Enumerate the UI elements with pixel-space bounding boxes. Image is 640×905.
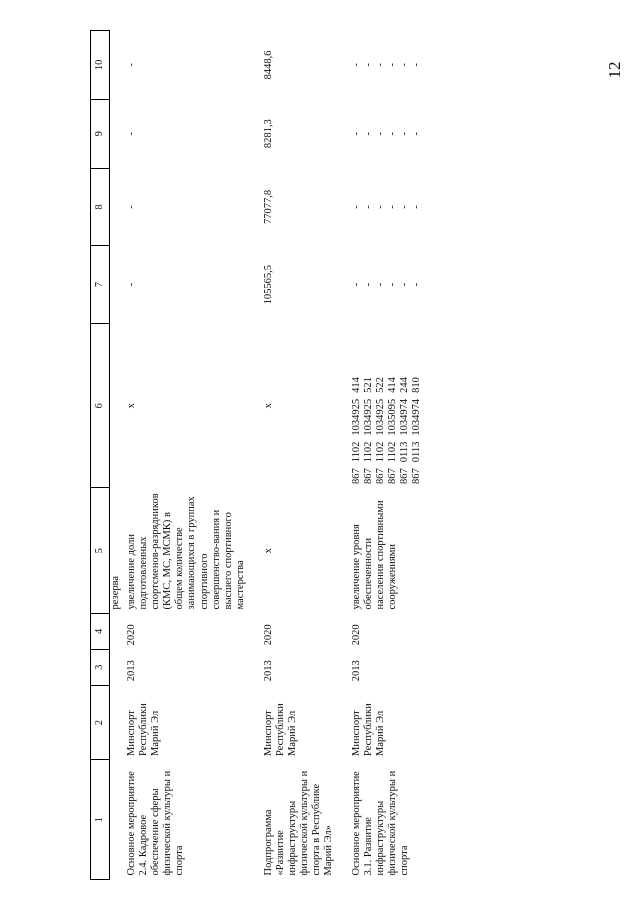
row-3-result: увеличение уровня обеспеченности населения спортивными сооружениями — [351, 500, 399, 610]
value: - — [375, 63, 387, 67]
row-2-col7: 105565,5 — [262, 264, 274, 305]
row-3-name: Основное мероприятие 3.1. Развитие инфраструктуры физической культуры и спорта — [351, 770, 411, 876]
codes-rzpr — [351, 442, 423, 463]
row-2-start: 2013 — [262, 660, 274, 682]
row-2-result: x — [262, 548, 274, 554]
header-col-2: 2 — [91, 685, 110, 760]
value: - — [411, 63, 423, 67]
row-1-col8: - — [126, 205, 138, 209]
value: - — [399, 282, 411, 287]
code: 1034925 — [375, 398, 387, 436]
header-col-8: 8 — [91, 168, 110, 246]
value: - — [375, 282, 387, 287]
page-number: 12 — [605, 61, 624, 79]
row-2-executor: Минспорт Республики Марий Эл — [262, 703, 298, 756]
header-col-6: 6 — [91, 324, 110, 488]
row-3-col8 — [349, 168, 425, 246]
row-1-col7: - — [126, 282, 138, 287]
codes-vr — [351, 377, 423, 393]
value: - — [351, 282, 363, 287]
row-1-codes: x — [126, 403, 138, 409]
value: - — [351, 63, 363, 67]
value: - — [387, 205, 399, 209]
code: 810 — [411, 377, 423, 393]
code: 244 — [399, 377, 411, 393]
code: 1034925 — [351, 398, 363, 436]
code: 1102 — [387, 441, 399, 463]
value: - — [375, 205, 387, 209]
row-3-col9 — [349, 99, 425, 168]
value: - — [387, 131, 399, 136]
code: 414 — [387, 377, 399, 393]
header-col-10: 10 — [91, 31, 110, 100]
value: - — [411, 131, 423, 136]
code: 1102 — [363, 441, 375, 463]
row-1-col10: - — [126, 63, 138, 67]
row-2-col9: 8281,3 — [262, 119, 274, 149]
value: - — [411, 282, 423, 287]
continuation-row — [110, 31, 125, 880]
table-row — [124, 31, 249, 880]
code: 867 — [363, 468, 375, 484]
row-3-col10 — [349, 31, 425, 100]
row-1-start: 2013 — [126, 660, 138, 682]
value: - — [375, 131, 387, 136]
rotated-table-sheet — [90, 30, 530, 880]
code: 1034925 — [363, 398, 375, 436]
table-row — [261, 31, 337, 880]
continuation-text: резерва — [110, 575, 122, 610]
value: - — [363, 131, 375, 136]
row-2-name: Подпрограмма «Развитие инфраструктуры физической культуры и спорта в Республике Марий Эл» — [262, 770, 335, 876]
row-1-executor: Минспорт Республики Марий Эл — [126, 703, 162, 756]
header-col-9: 9 — [91, 99, 110, 168]
code: 867 — [399, 468, 411, 484]
row-1-name: Основное мероприятие 2.4. Кадровое обеспечение сферы физической культуры и спорта — [126, 770, 186, 876]
code: 0113 — [411, 441, 423, 463]
value: - — [363, 282, 375, 287]
codes-grbs — [351, 468, 423, 484]
value: - — [399, 63, 411, 67]
value: - — [399, 205, 411, 209]
header-col-1: 1 — [91, 760, 110, 880]
value: - — [363, 205, 375, 209]
program-table — [90, 30, 426, 880]
value: - — [351, 205, 363, 209]
code: 867 — [411, 468, 423, 484]
row-3-executor: Минспорт Республики Марий Эл — [351, 703, 387, 756]
code: 1034974 — [399, 398, 411, 436]
row-2-col10: 8448,6 — [262, 50, 274, 80]
row-3-end: 2020 — [351, 624, 363, 646]
header-col-3: 3 — [91, 649, 110, 685]
code: 1034974 — [411, 398, 423, 436]
code: 522 — [375, 377, 387, 393]
budget-codes — [351, 328, 423, 484]
value: - — [387, 63, 399, 67]
code: 521 — [363, 377, 375, 393]
value: - — [387, 282, 399, 287]
value: - — [351, 131, 363, 136]
codes-csr — [351, 399, 423, 436]
code: 1035095 — [387, 398, 399, 436]
code: 867 — [351, 468, 363, 484]
code: 867 — [387, 468, 399, 484]
table-row — [349, 31, 425, 880]
row-2-col8: 77077,8 — [262, 189, 274, 225]
value: - — [411, 205, 423, 209]
row-3-start: 2013 — [351, 660, 363, 682]
header-col-5: 5 — [91, 488, 110, 614]
row-3-codes — [349, 324, 425, 488]
value: - — [399, 131, 411, 136]
row-2-end: 2020 — [262, 624, 274, 646]
row-1-col9: - — [126, 131, 138, 136]
header-row — [91, 31, 110, 880]
value: - — [363, 63, 375, 67]
row-1-result: увеличение доли подготовленных спортсменов-разрядников (КМС, МС, МСМК) в общем количестве занимающихся в группах спортивного совершенство-вания и высшего спортивного мастерства — [126, 493, 246, 610]
header-col-4: 4 — [91, 613, 110, 649]
code: 1102 — [351, 441, 363, 463]
code: 0113 — [399, 441, 411, 463]
code: 414 — [351, 377, 363, 393]
code: 867 — [375, 468, 387, 484]
row-2-codes: x — [262, 403, 274, 409]
code: 1102 — [375, 441, 387, 463]
row-1-end: 2020 — [126, 624, 138, 646]
row-3-col7 — [349, 246, 425, 324]
header-col-7: 7 — [91, 246, 110, 324]
